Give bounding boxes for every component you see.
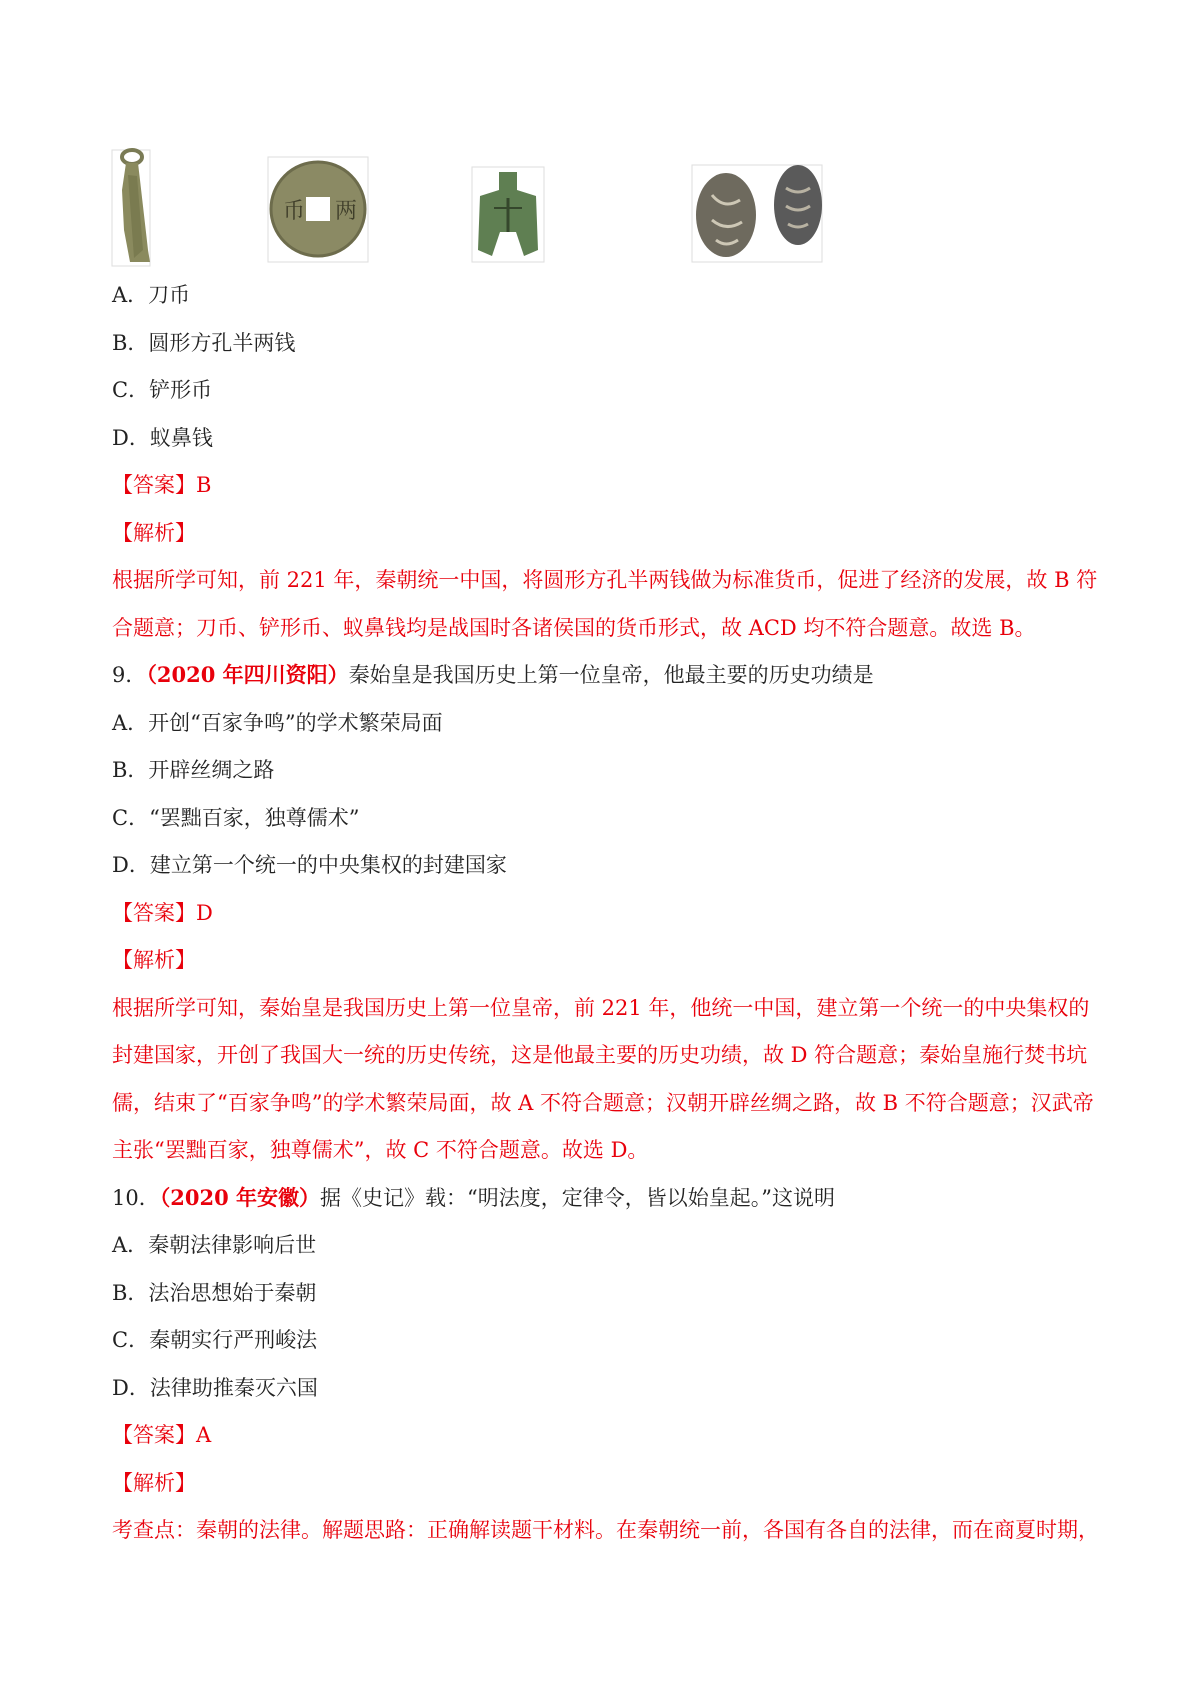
knife-coin-image bbox=[112, 150, 150, 266]
q9-answer bbox=[112, 899, 213, 927]
q8-analysis-line-2: 合题意；刀币、铲形币、蚁鼻钱均是战国时各诸侯国的货币形式，故 ACD 均不符合题意。故选 B。 bbox=[112, 616, 1036, 640]
q9-option-a: A．开创“百家争鸣”的学术繁荣局面 bbox=[112, 711, 443, 735]
q10-option-b: B．法治思想始于秦朝 bbox=[112, 1281, 317, 1305]
q9-analysis-line-4: 主张“罢黜百家，独尊儒术”，故 C 不符合题意。故选 D。 bbox=[112, 1138, 649, 1162]
q8-answer bbox=[112, 471, 211, 499]
q10-answer bbox=[112, 1421, 211, 1449]
q8-option-c: C．铲形币 bbox=[112, 378, 213, 402]
q10-stem bbox=[112, 1184, 835, 1212]
q9-option-c: C．“罢黜百家，独尊儒术” bbox=[112, 806, 360, 830]
q10-option-d: D．法律助推秦灭六国 bbox=[112, 1376, 318, 1400]
q10-option-c: C．秦朝实行严刑峻法 bbox=[112, 1328, 318, 1352]
q10-option-a: A．秦朝法律影响后世 bbox=[112, 1233, 317, 1257]
coin-images bbox=[0, 0, 1200, 280]
q10-analysis-label: 【解析】 bbox=[112, 1471, 196, 1495]
question-text: 秦始皇是我国历史上第一位皇帝，他最主要的历史功绩是 bbox=[348, 663, 874, 687]
answer-value: B bbox=[196, 473, 212, 497]
ant-nose-coin-image bbox=[692, 165, 822, 262]
answer-value: D bbox=[196, 901, 213, 925]
spade-coin-image bbox=[472, 167, 544, 262]
q9-stem bbox=[112, 661, 874, 689]
question-number: 9． bbox=[112, 663, 147, 687]
round-coin-image bbox=[268, 157, 368, 262]
answer-value: A bbox=[196, 1423, 212, 1447]
q8-option-b: B．圆形方孔半两钱 bbox=[112, 331, 296, 355]
question-number: 10． bbox=[112, 1186, 160, 1210]
question-source: （2020 年安徽） bbox=[159, 1185, 320, 1210]
answer-label: 【答案】 bbox=[112, 901, 196, 925]
q8-analysis-label: 【解析】 bbox=[112, 521, 196, 545]
q9-option-d: D．建立第一个统一的中央集权的封建国家 bbox=[112, 853, 507, 877]
answer-label: 【答案】 bbox=[112, 473, 196, 497]
answer-label: 【答案】 bbox=[112, 1423, 196, 1447]
q9-option-b: B．开辟丝绸之路 bbox=[112, 758, 275, 782]
q8-analysis-line-1: 根据所学可知，前 221 年，秦朝统一中国，将圆形方孔半两钱做为标准货币，促进了经济的发展，故 B 符 bbox=[112, 568, 1098, 592]
q9-analysis-label: 【解析】 bbox=[112, 948, 196, 972]
svg-text:币: 币 bbox=[283, 199, 306, 224]
q8-option-a: A．刀币 bbox=[112, 283, 191, 307]
question-text: 据《史记》载：“明法度，定律令，皆以始皇起。”这说明 bbox=[320, 1186, 835, 1210]
q9-analysis-line-3: 儒，结束了“百家争鸣”的学术繁荣局面，故 A 不符合题意；汉朝开辟丝绸之路，故 B 不符合题意；汉武帝 bbox=[112, 1091, 1094, 1115]
svg-text:两: 两 bbox=[335, 199, 358, 224]
q9-analysis-line-2: 封建国家，开创了我国大一统的历史传统，这是他最主要的历史功绩，故 D 符合题意；秦始皇施行焚书坑 bbox=[112, 1043, 1088, 1067]
question-source: （2020 年四川资阳） bbox=[146, 662, 349, 687]
q9-analysis-line-1: 根据所学可知，秦始皇是我国历史上第一位皇帝，前 221 年，他统一中国，建立第一个统一的中央集权的 bbox=[112, 996, 1090, 1020]
q8-option-d: D．蚁鼻钱 bbox=[112, 426, 213, 450]
q10-analysis-line-1: 考查点：秦朝的法律。解题思路：正确解读题干材料。在秦朝统一前，各国有各自的法律，而在商夏时期， bbox=[112, 1518, 1099, 1542]
